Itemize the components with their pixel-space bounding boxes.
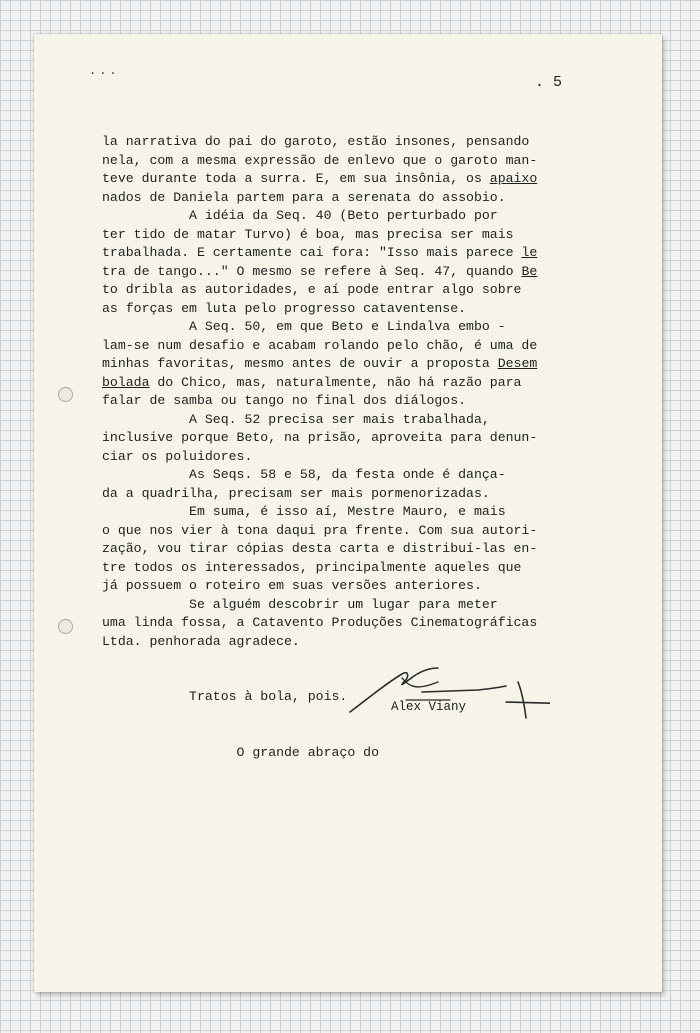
underlined-text: bolada — [102, 374, 150, 390]
punch-hole-icon — [58, 387, 73, 402]
text-line — [102, 244, 562, 263]
text-segment: A Seq. 52 precisa ser mais trabalhada, — [102, 411, 490, 427]
text-segment: inclusive porque Beto, na prisão, aproveita para denun- — [102, 430, 538, 445]
text-line — [102, 170, 562, 189]
underlined-text: apaixo — [489, 171, 538, 186]
text-segment: la narrativa do pai do garoto, estão insones, pensando — [102, 134, 530, 149]
text-line — [102, 374, 562, 393]
text-line — [102, 355, 562, 374]
paragraph — [102, 207, 562, 318]
page-number: . 5 — [535, 74, 563, 91]
text-line — [102, 281, 562, 300]
underlined-text: Be — [521, 263, 538, 279]
text-line — [102, 226, 562, 245]
paragraph — [102, 318, 562, 411]
text-segment: ciar os poluidores. — [102, 448, 253, 464]
text-segment: tre todos os interessados, principalmente aqueles que — [102, 559, 522, 575]
text-line — [102, 411, 562, 430]
text-segment: falar de samba ou tango no final dos diálogos. — [102, 393, 467, 408]
text-segment: nela, com a mesma expressão de enlevo que o garoto man- — [102, 152, 538, 168]
text-segment: to dribla as autoridades, e aí pode entrar algo sobre — [102, 282, 522, 297]
paragraph — [102, 411, 562, 467]
text-segment: A Seq. 50, em que Beto e Lindalva embo - — [102, 319, 506, 334]
underlined-text: le — [521, 245, 538, 260]
text-line — [102, 337, 562, 356]
sign-off-line: O grande abraço do — [102, 744, 379, 760]
signer-name: Alex Viany — [391, 700, 467, 714]
text-segment: teve durante toda a surra. E, em sua insônia, os — [102, 171, 490, 186]
text-line — [102, 152, 562, 171]
text-line — [102, 559, 562, 578]
text-segment: As Seqs. 58 e 58, da festa onde é dança- — [102, 467, 506, 482]
text-line — [102, 133, 562, 152]
text-line — [102, 485, 562, 504]
text-segment: já possuem o roteiro em suas versões anteriores. — [102, 578, 482, 593]
text-line — [102, 318, 562, 337]
text-line — [102, 596, 562, 615]
text-segment: minhas favoritas, mesmo antes de ouvir a proposta — [102, 356, 498, 371]
text-segment: trabalhada. E certamente cai fora: "Isso mais parece — [102, 245, 522, 260]
text-line — [102, 392, 562, 411]
paragraph — [102, 466, 562, 503]
closing-line: Tratos à bola, pois. — [102, 689, 348, 704]
text-segment: Em suma, é isso aí, Mestre Mauro, e mais — [102, 504, 506, 519]
text-line — [102, 614, 562, 633]
text-segment: uma linda fossa, a Catavento Produções Cinematográficas — [102, 615, 538, 630]
text-line — [102, 300, 562, 319]
text-segment: lam-se num desafio e acabam rolando pelo chão, é uma de — [102, 337, 538, 353]
letter-paragraphs — [102, 133, 562, 651]
text-segment: as forças em luta pelo progresso cataventense. — [102, 300, 467, 316]
text-segment: do Chico, mas, naturalmente, não há razão para — [149, 374, 522, 390]
text-segment: Ltda. penhorada agradece. — [102, 633, 300, 649]
text-segment: ter tido de matar Turvo) é boa, mas precisa ser mais — [102, 226, 514, 242]
text-line — [102, 429, 562, 448]
text-line — [102, 522, 562, 541]
text-segment: o que nos vier à tona daqui pra frente. Com sua autori- — [102, 522, 538, 538]
paragraph — [102, 503, 562, 596]
text-line — [102, 577, 562, 596]
text-segment: Se alguém descobrir um lugar para meter — [102, 596, 498, 612]
text-line — [102, 466, 562, 485]
text-segment: A idéia da Seq. 40 (Beto perturbado por — [102, 208, 498, 223]
text-line — [102, 263, 562, 282]
text-segment: nados de Daniela partem para a serenata do assobio. — [102, 189, 506, 205]
text-segment: da a quadrilha, precisam ser mais pormenorizadas. — [102, 485, 490, 501]
margin-marks: ... — [89, 64, 120, 78]
text-line — [102, 540, 562, 559]
text-line — [102, 503, 562, 522]
text-line — [102, 189, 562, 208]
text-line — [102, 207, 562, 226]
underlined-text: Desem — [497, 356, 538, 371]
text-segment: zação, vou tirar cópias desta carta e distribuí-las en- — [102, 541, 538, 556]
punch-hole-icon — [58, 619, 73, 634]
text-line — [102, 448, 562, 467]
text-segment: tra de tango..." O mesmo se refere à Seq. 47, quando — [102, 263, 522, 279]
paragraph — [102, 133, 562, 207]
